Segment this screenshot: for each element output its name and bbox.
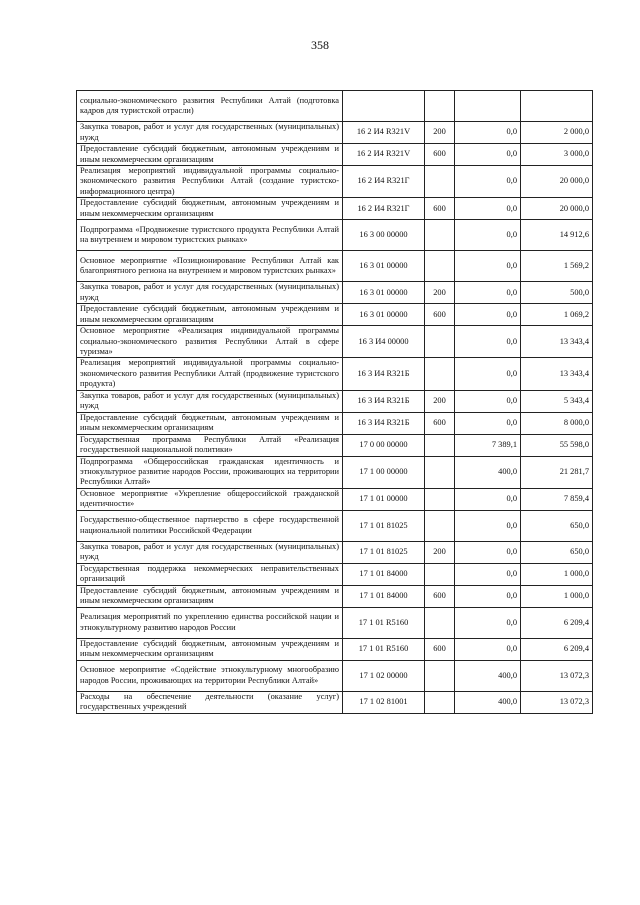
row-amount-2: 20 000,0: [521, 166, 593, 198]
row-amount-1: 0,0: [455, 251, 521, 282]
row-amount-1: 0,0: [455, 585, 521, 607]
row-description: Реализация мероприятий индивидуальной программы социально-экономического развития Республики Алтай (создание туристско-информационного центра): [77, 166, 343, 198]
row-expense-type: [425, 510, 455, 541]
row-target-code: [343, 91, 425, 122]
row-target-code: 16 3 01 00000: [343, 251, 425, 282]
row-expense-type: 200: [425, 541, 455, 563]
row-amount-2: 20 000,0: [521, 198, 593, 220]
row-description: Государственно-общественное партнерство в сфере государственной национальной политики Российской Федерации: [77, 510, 343, 541]
row-target-code: 17 1 02 00000: [343, 660, 425, 691]
row-target-code: 16 3 00 00000: [343, 220, 425, 251]
row-expense-type: 200: [425, 282, 455, 304]
table-row: [77, 326, 593, 358]
row-expense-type: [425, 456, 455, 488]
row-expense-type: 600: [425, 304, 455, 326]
row-expense-type: [425, 326, 455, 358]
row-amount-1: 0,0: [455, 358, 521, 390]
row-expense-type: 600: [425, 585, 455, 607]
row-description: Реализация мероприятий по укреплению единства российской нации и этнокультурному развитию народов России: [77, 607, 343, 638]
row-amount-1: 0,0: [455, 488, 521, 510]
table-row: [77, 488, 593, 510]
row-description: Основное мероприятие «Содействие этнокультурному многообразию народов России, проживающих на территории Республики Алтай»: [77, 660, 343, 691]
row-target-code: 17 1 01 R5160: [343, 638, 425, 660]
table-row: [77, 251, 593, 282]
table-row: [77, 541, 593, 563]
row-amount-2: [521, 91, 593, 122]
row-amount-2: 650,0: [521, 541, 593, 563]
row-expense-type: 200: [425, 122, 455, 144]
row-target-code: 17 1 00 00000: [343, 456, 425, 488]
row-amount-1: 0,0: [455, 563, 521, 585]
row-expense-type: [425, 220, 455, 251]
row-target-code: 16 2 И4 R321V: [343, 122, 425, 144]
row-description: Закупка товаров, работ и услуг для государственных (муниципальных) нужд: [77, 541, 343, 563]
row-target-code: 17 1 01 R5160: [343, 607, 425, 638]
row-description: Государственная поддержка некоммерческих неправительственных организаций: [77, 563, 343, 585]
budget-table-body: [77, 91, 593, 714]
page-number: 358: [311, 38, 329, 52]
row-amount-2: 13 072,3: [521, 660, 593, 691]
row-expense-type: [425, 166, 455, 198]
table-row: [77, 198, 593, 220]
table-row: [77, 434, 593, 456]
row-description: Предоставление субсидий бюджетным, автономным учреждениям и иным некоммерческим организациям: [77, 585, 343, 607]
table-row: [77, 122, 593, 144]
row-amount-1: 0,0: [455, 220, 521, 251]
table-row: [77, 304, 593, 326]
row-amount-2: 500,0: [521, 282, 593, 304]
row-amount-2: 650,0: [521, 510, 593, 541]
row-description: Расходы на обеспечение деятельности (оказание услуг) государственных учреждений: [77, 691, 343, 713]
row-amount-1: 0,0: [455, 607, 521, 638]
row-amount-1: 400,0: [455, 691, 521, 713]
row-target-code: 17 1 01 84000: [343, 563, 425, 585]
row-amount-1: 0,0: [455, 282, 521, 304]
row-target-code: 16 3 И4 R321Б: [343, 412, 425, 434]
row-amount-2: 8 000,0: [521, 412, 593, 434]
row-amount-2: 13 343,4: [521, 358, 593, 390]
row-description: Предоставление субсидий бюджетным, автономным учреждениям и иным некоммерческим организациям: [77, 304, 343, 326]
row-expense-type: 600: [425, 144, 455, 166]
row-amount-1: 0,0: [455, 638, 521, 660]
row-expense-type: [425, 607, 455, 638]
row-amount-2: 13 072,3: [521, 691, 593, 713]
table-row: [77, 166, 593, 198]
row-expense-type: [425, 488, 455, 510]
table-row: [77, 358, 593, 390]
table-row: [77, 456, 593, 488]
table-row: [77, 412, 593, 434]
row-expense-type: 600: [425, 198, 455, 220]
row-target-code: 17 1 01 81025: [343, 541, 425, 563]
row-description: Подпрограмма «Продвижение туристского продукта Республики Алтай на внутреннем и мировом туристских рынках»: [77, 220, 343, 251]
row-target-code: 17 1 02 81001: [343, 691, 425, 713]
table-row: [77, 607, 593, 638]
row-target-code: 16 3 И4 00000: [343, 326, 425, 358]
row-amount-1: 0,0: [455, 390, 521, 412]
row-amount-1: [455, 91, 521, 122]
row-target-code: 17 1 01 81025: [343, 510, 425, 541]
row-description: Государственная программа Республики Алтай «Реализация государственной национальной политики»: [77, 434, 343, 456]
row-amount-2: 55 598,0: [521, 434, 593, 456]
row-amount-1: 0,0: [455, 122, 521, 144]
row-target-code: 16 2 И4 R321V: [343, 144, 425, 166]
table-row: [77, 144, 593, 166]
table-row: [77, 510, 593, 541]
row-amount-2: 7 859,4: [521, 488, 593, 510]
row-description: Предоставление субсидий бюджетным, автономным учреждениям и иным некоммерческим организациям: [77, 638, 343, 660]
budget-table: [76, 90, 593, 714]
row-amount-2: 6 209,4: [521, 607, 593, 638]
row-target-code: 16 3 И4 R321Б: [343, 390, 425, 412]
row-description: Закупка товаров, работ и услуг для государственных (муниципальных) нужд: [77, 122, 343, 144]
row-description: социально-экономического развития Республики Алтай (подготовка кадров для туристской отрасли): [77, 91, 343, 122]
row-description: Реализация мероприятий индивидуальной программы социально-экономического развития Республики Алтай (продвижение туристского продукта): [77, 358, 343, 390]
row-amount-1: 0,0: [455, 144, 521, 166]
table-row: [77, 660, 593, 691]
row-amount-1: 0,0: [455, 326, 521, 358]
row-amount-2: 1 000,0: [521, 563, 593, 585]
row-amount-1: 0,0: [455, 166, 521, 198]
row-description: Закупка товаров, работ и услуг для государственных (муниципальных) нужд: [77, 390, 343, 412]
row-description: Основное мероприятие «Позиционирование Республики Алтай как благоприятного региона на внутреннем и мировом туристских рынках»: [77, 251, 343, 282]
row-expense-type: 600: [425, 412, 455, 434]
row-description: Предоставление субсидий бюджетным, автономным учреждениям и иным некоммерческим организациям: [77, 412, 343, 434]
row-amount-2: 1 569,2: [521, 251, 593, 282]
row-expense-type: [425, 251, 455, 282]
row-amount-1: 0,0: [455, 510, 521, 541]
row-expense-type: [425, 358, 455, 390]
row-description: Предоставление субсидий бюджетным, автономным учреждениям и иным некоммерческим организациям: [77, 198, 343, 220]
row-amount-2: 1 000,0: [521, 585, 593, 607]
row-expense-type: [425, 563, 455, 585]
table-row: [77, 91, 593, 122]
row-expense-type: [425, 691, 455, 713]
table-row: [77, 390, 593, 412]
row-amount-2: 1 069,2: [521, 304, 593, 326]
row-expense-type: [425, 660, 455, 691]
row-amount-1: 400,0: [455, 456, 521, 488]
row-amount-2: 2 000,0: [521, 122, 593, 144]
table-row: [77, 585, 593, 607]
row-target-code: 17 0 00 00000: [343, 434, 425, 456]
table-row: [77, 282, 593, 304]
row-target-code: 16 3 01 00000: [343, 282, 425, 304]
row-amount-2: 13 343,4: [521, 326, 593, 358]
row-description: Подпрограмма «Общероссийская гражданская идентичность и этнокультурное развитие народов России, проживающих на территории Республики Алтай»: [77, 456, 343, 488]
row-target-code: 16 3 01 00000: [343, 304, 425, 326]
row-target-code: 16 2 И4 R321Г: [343, 166, 425, 198]
row-expense-type: 600: [425, 638, 455, 660]
row-amount-2: 21 281,7: [521, 456, 593, 488]
row-amount-1: 400,0: [455, 660, 521, 691]
row-amount-1: 0,0: [455, 198, 521, 220]
row-amount-1: 0,0: [455, 412, 521, 434]
row-description: Закупка товаров, работ и услуг для государственных (муниципальных) нужд: [77, 282, 343, 304]
row-target-code: 16 2 И4 R321Г: [343, 198, 425, 220]
table-row: [77, 638, 593, 660]
row-amount-1: 0,0: [455, 541, 521, 563]
row-amount-2: 6 209,4: [521, 638, 593, 660]
table-row: [77, 220, 593, 251]
row-target-code: 17 1 01 00000: [343, 488, 425, 510]
row-target-code: 17 1 01 84000: [343, 585, 425, 607]
row-amount-2: 5 343,4: [521, 390, 593, 412]
row-expense-type: 200: [425, 390, 455, 412]
row-target-code: 16 3 И4 R321Б: [343, 358, 425, 390]
row-amount-1: 0,0: [455, 304, 521, 326]
row-expense-type: [425, 91, 455, 122]
row-amount-1: 7 389,1: [455, 434, 521, 456]
table-row: [77, 563, 593, 585]
row-expense-type: [425, 434, 455, 456]
row-description: Основное мероприятие «Реализация индивидуальной программы социально-экономического развития Республики Алтай в сфере туризма»: [77, 326, 343, 358]
table-row: [77, 691, 593, 713]
row-description: Предоставление субсидий бюджетным, автономным учреждениям и иным некоммерческим организациям: [77, 144, 343, 166]
row-amount-2: 14 912,6: [521, 220, 593, 251]
row-description: Основное мероприятие «Укрепление общероссийской гражданской идентичности»: [77, 488, 343, 510]
row-amount-2: 3 000,0: [521, 144, 593, 166]
